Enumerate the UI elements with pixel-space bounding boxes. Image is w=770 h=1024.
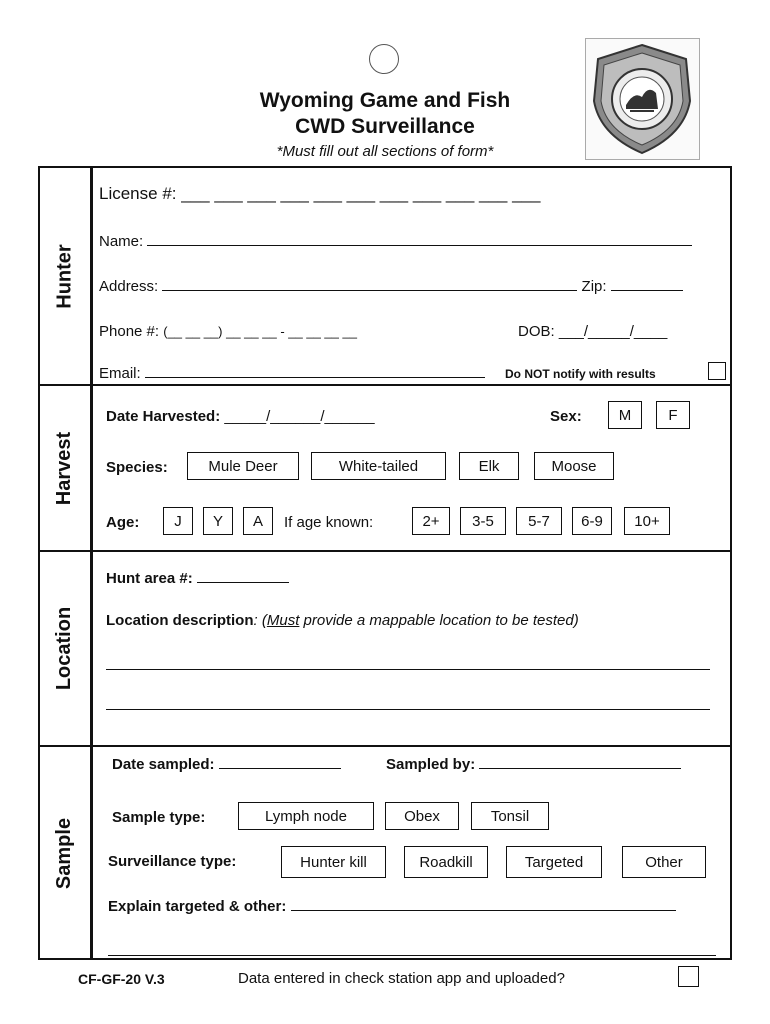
species-option-moose[interactable]: Moose [534,452,614,480]
dob-label: DOB: [518,323,555,340]
divider-harvest-location [40,550,730,552]
divider-hunter-harvest [40,384,730,386]
surveillance-type-label: Surveillance type: [108,853,237,870]
hunt-area-line [197,581,289,583]
location-note-rest: provide a mappable location to be tested) [299,612,579,629]
title-program: CWD Surveillance [295,115,475,138]
license-blanks: ___ ___ ___ ___ ___ ___ ___ ___ ___ ___ ___ [181,184,541,203]
location-note-open: : ( [253,612,267,629]
species-option-mule-deer[interactable]: Mule Deer [187,452,299,480]
age-label: Age: [106,514,140,531]
hunt-area-field[interactable] [106,570,289,587]
address-field[interactable] [99,278,683,295]
department-badge-logo [585,38,700,160]
badge-icon [586,39,699,159]
form-version-id: CF-GF-20 V.3 [78,971,165,987]
section-label-location: Location [53,606,76,691]
section-label-sample: Sample [53,817,76,890]
location-description-line-2[interactable] [106,708,710,710]
explain-label: Explain targeted & other: [108,898,287,915]
dob-field[interactable] [518,323,667,340]
cwd-form [38,166,732,960]
name-line [147,244,692,246]
date-sampled-field[interactable] [112,756,341,773]
explain-line-2[interactable] [108,954,716,956]
section-label-harvest: Harvest [53,431,76,505]
date-harvested-blanks: _____/______/______ [224,408,375,425]
date-sampled-label: Date sampled: [112,756,215,773]
notify-opt-out-checkbox[interactable] [708,362,726,380]
email-field[interactable] [99,365,485,382]
address-label: Address: [99,278,159,295]
explain-field[interactable] [108,898,676,915]
species-option-elk[interactable]: Elk [459,452,519,480]
sample-type-option-tonsil[interactable]: Tonsil [471,802,549,830]
divider-location-sample [40,745,730,747]
sampled-by-line [479,767,681,769]
sex-option-m[interactable]: M [608,401,642,429]
location-description-heading [106,612,579,629]
section-label-hunter: Hunter [53,243,76,309]
location-note-must: Must [266,612,300,629]
age-known-option-10plus[interactable]: 10+ [624,507,670,535]
age-option-y[interactable]: Y [203,507,233,535]
license-field[interactable] [99,184,540,204]
species-label: Species: [106,459,168,476]
surveillance-option-roadkill[interactable]: Roadkill [404,846,488,878]
email-line [145,376,485,378]
punch-hole [369,44,399,74]
age-known-option-2plus[interactable]: 2+ [412,507,450,535]
location-description-line-1[interactable] [106,668,710,670]
license-label: License #: [99,184,177,203]
date-harvested-field[interactable] [106,408,375,425]
address-line [162,289,577,291]
hunt-area-label: Hunt area #: [106,570,193,587]
title-agency: Wyoming Game and Fish [259,89,511,112]
age-known-option-5-7[interactable]: 5-7 [516,507,562,535]
age-option-a[interactable]: A [243,507,273,535]
zip-label: Zip: [581,278,607,295]
dob-blanks: ___/_____/____ [558,323,668,340]
explain-line-1 [291,909,676,911]
date-sampled-line [219,767,341,769]
sex-label: Sex: [550,408,582,425]
name-field[interactable] [99,233,692,250]
sampled-by-field[interactable] [386,756,681,773]
surveillance-option-other[interactable]: Other [622,846,706,878]
uploaded-checkbox[interactable] [678,966,699,987]
sample-type-option-lymph-node[interactable]: Lymph node [238,802,374,830]
name-label: Name: [99,233,144,250]
phone-blanks: (__ __ __) __ __ __ - __ __ __ __ [163,324,357,339]
email-label: Email: [99,365,141,382]
section-label-divider [90,168,93,958]
sample-type-label: Sample type: [112,809,206,826]
phone-field[interactable] [99,323,357,340]
location-description-label: Location description [106,612,254,629]
zip-line [611,289,683,291]
uploaded-question-label: Data entered in check station app and uploaded? [238,970,565,987]
age-known-option-6-9[interactable]: 6-9 [572,507,612,535]
sampled-by-label: Sampled by: [386,756,476,773]
surveillance-option-targeted[interactable]: Targeted [506,846,602,878]
date-harvested-label: Date Harvested: [106,408,221,425]
species-option-white-tailed[interactable]: White-tailed [311,452,446,480]
phone-label: Phone #: [99,323,160,340]
form-instruction: *Must fill out all sections of form* [276,143,494,160]
sex-option-f[interactable]: F [656,401,690,429]
age-option-j[interactable]: J [163,507,193,535]
notify-opt-out-label: Do NOT notify with results [505,367,656,381]
age-known-label: If age known: [284,514,374,531]
surveillance-option-hunter-kill[interactable]: Hunter kill [281,846,386,878]
age-known-option-3-5[interactable]: 3-5 [460,507,506,535]
sample-type-option-obex[interactable]: Obex [385,802,459,830]
